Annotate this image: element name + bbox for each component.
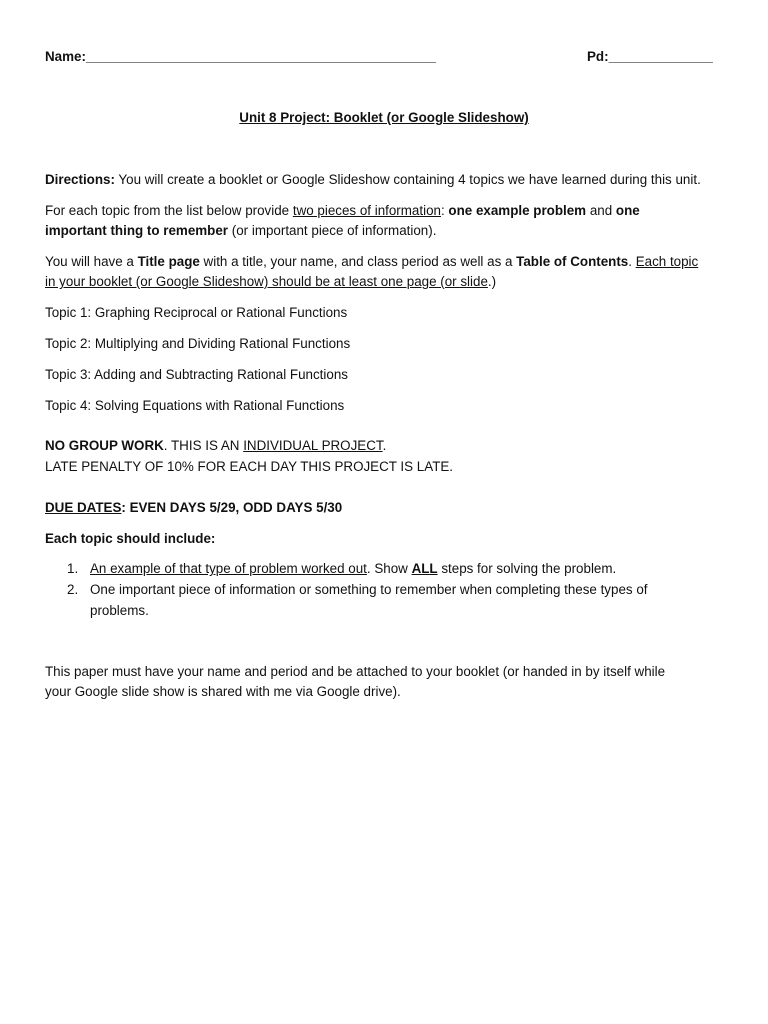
para1-line1 — [45, 202, 640, 220]
para2-line1 — [45, 253, 698, 271]
closing-line2: your Google slide show is shared with me via Google drive). — [45, 684, 401, 699]
directions-line — [45, 171, 701, 189]
individual-project: INDIVIDUAL PROJECT — [243, 438, 383, 453]
list-item — [90, 560, 616, 578]
topic-item: Topic 3: Adding and Subtracting Rational Functions — [45, 367, 348, 382]
topic-item: Topic 1: Graphing Reciprocal or Rational Functions — [45, 305, 348, 320]
due-dates-label: DUE DATES — [45, 500, 122, 515]
para1-text-e: and — [586, 203, 616, 218]
item1-example: An example of that type of problem worked out — [90, 561, 367, 576]
period-blank: ______________ — [608, 49, 713, 64]
due-dates-line — [45, 499, 342, 517]
name-blank: _______________________________________________ — [85, 49, 436, 64]
topic-item: Topic 2: Multiplying and Dividing Rational Functions — [45, 336, 351, 351]
group-text-d: . — [382, 438, 387, 453]
para2-text-a: You will have a — [45, 254, 138, 269]
para2-text-h: .) — [487, 274, 497, 289]
no-group-work: NO GROUP WORK — [45, 438, 164, 453]
list-number: 2. — [67, 582, 79, 597]
para1-text-c: : — [440, 203, 449, 218]
include-heading: Each topic should include: — [45, 531, 216, 546]
directions-label: Directions: — [45, 172, 115, 187]
late-penalty: LATE PENALTY OF 10% FOR EACH DAY THIS PROJECT IS LATE. — [45, 459, 454, 474]
name-label: Name: — [45, 49, 86, 64]
list-item-line1: One important piece of information or something to remember when completing these types of — [90, 582, 648, 597]
para2-each-topic: Each topic — [635, 254, 699, 269]
para1-example-problem: one example problem — [448, 203, 587, 218]
page-title: Unit 8 Project: Booklet (or Google Slideshow) — [239, 110, 529, 125]
para1-one: one — [615, 203, 640, 218]
para1-line2 — [45, 222, 436, 240]
para2-text-c: with a title, your name, and class period as well as a — [199, 254, 517, 269]
group-text-b: . THIS IS AN — [163, 438, 244, 453]
para1-two-pieces: two pieces of information — [292, 203, 441, 218]
list-number: 1. — [67, 561, 79, 576]
closing-line1: This paper must have your name and period and be attached to your booklet (or handed in by itself while — [45, 664, 666, 679]
para2-title-page: Title page — [137, 254, 200, 269]
period-label: Pd: — [587, 49, 609, 64]
item1-text-d: steps for solving the problem. — [437, 561, 617, 576]
para2-requirement: in your booklet (or Google Slideshow) should be at least one page (or slide — [45, 274, 488, 289]
para1-text-a: For each topic from the list below provide — [45, 203, 293, 218]
item1-text-b: . Show — [366, 561, 412, 576]
due-dates-text: : EVEN DAYS 5/29, ODD DAYS 5/30 — [121, 500, 343, 515]
group-work-line — [45, 437, 386, 455]
para1-text-h: (or important piece of information). — [228, 223, 437, 238]
para2-line2 — [45, 273, 496, 291]
topic-item: Topic 4: Solving Equations with Rational Functions — [45, 398, 345, 413]
period-line — [587, 48, 713, 66]
directions-text: You will create a booklet or Google Slideshow containing 4 topics we have learned during this unit. — [114, 172, 701, 187]
list-item-line2: problems. — [90, 603, 149, 618]
name-line — [45, 48, 436, 66]
para2-table-of-contents: Table of Contents — [516, 254, 629, 269]
para2-text-e: . — [628, 254, 636, 269]
para1-important-thing: important thing to remember — [45, 223, 229, 238]
item1-all: ALL — [411, 561, 438, 576]
